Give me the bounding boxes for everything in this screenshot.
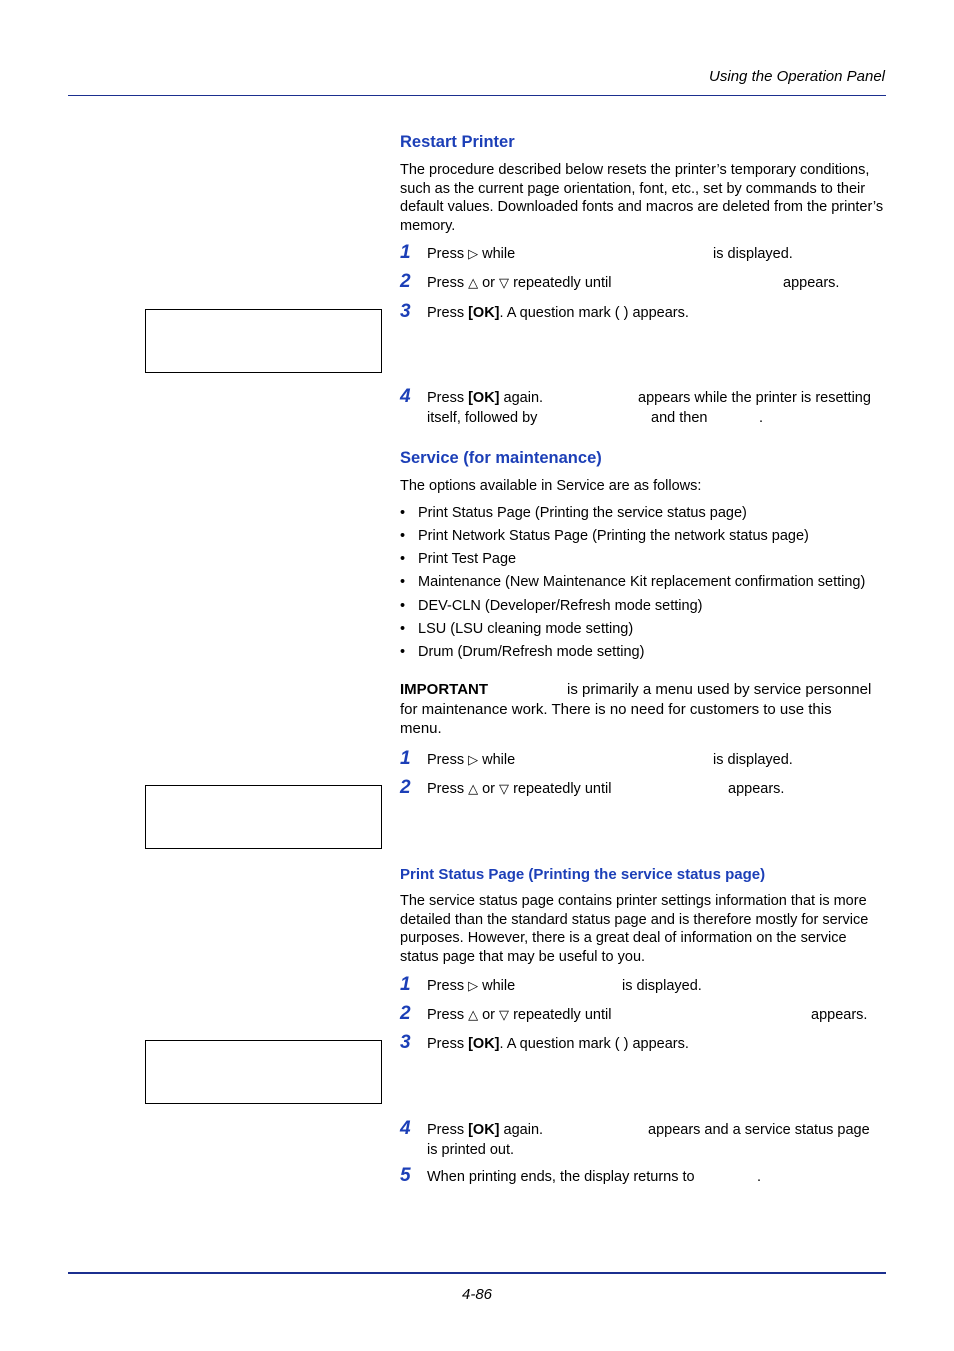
step-number: 4 (400, 386, 411, 407)
subsection-title-print-status-page: Print Status Page (Printing the service status page) (400, 866, 766, 883)
page-number: 4-86 (461, 1286, 493, 1303)
right-arrow-icon: ▷ (468, 979, 479, 994)
step-number: 3 (400, 301, 411, 322)
running-header: Using the Operation Panel (709, 68, 885, 85)
up-arrow-icon: △ (468, 782, 479, 797)
section-title-service: Service (for maintenance) (400, 449, 602, 467)
step-number: 1 (400, 242, 411, 263)
footer-rule (68, 1272, 886, 1274)
restart-intro: The procedure described below resets the printer’s temporary conditions, such as the current page orientation, font, etc., set by commands to their default values. Downloaded fonts and macros are deleted from the printer’s memory. (400, 162, 884, 234)
lcd-display-status-page (145, 1040, 382, 1104)
down-arrow-icon: ▽ (499, 782, 510, 797)
step-number: 4 (400, 1118, 411, 1139)
important-note: IMPORTANT is primarily a menu used by service personnel for maintenance work. There is no need for customers to use this menu. (400, 681, 872, 737)
step-number: 1 (400, 748, 411, 769)
right-arrow-icon: ▷ (468, 753, 479, 768)
step-number: 2 (400, 777, 411, 798)
step-number: 1 (400, 974, 411, 995)
step-number: 2 (400, 271, 411, 292)
section-title-restart-printer: Restart Printer (400, 133, 515, 151)
step-number: 5 (400, 1165, 411, 1186)
down-arrow-icon: ▽ (499, 1008, 510, 1023)
status-page-intro: The service status page contains printer settings information that is more detailed than the standard status page and is therefore mostly for service purposes. However, there is a great deal of information on the service status page that may be useful to you. (400, 893, 869, 965)
right-arrow-icon: ▷ (468, 247, 479, 262)
important-label: IMPORTANT (400, 681, 489, 698)
up-arrow-icon: △ (468, 276, 479, 291)
step-number: 2 (400, 1003, 411, 1024)
down-arrow-icon: ▽ (499, 276, 510, 291)
up-arrow-icon: △ (468, 1008, 479, 1023)
service-intro: The options available in Service are as follows: (400, 478, 702, 494)
header-rule (68, 95, 886, 96)
lcd-display-restart (145, 309, 382, 373)
lcd-display-service (145, 785, 382, 849)
step-number: 3 (400, 1032, 411, 1053)
